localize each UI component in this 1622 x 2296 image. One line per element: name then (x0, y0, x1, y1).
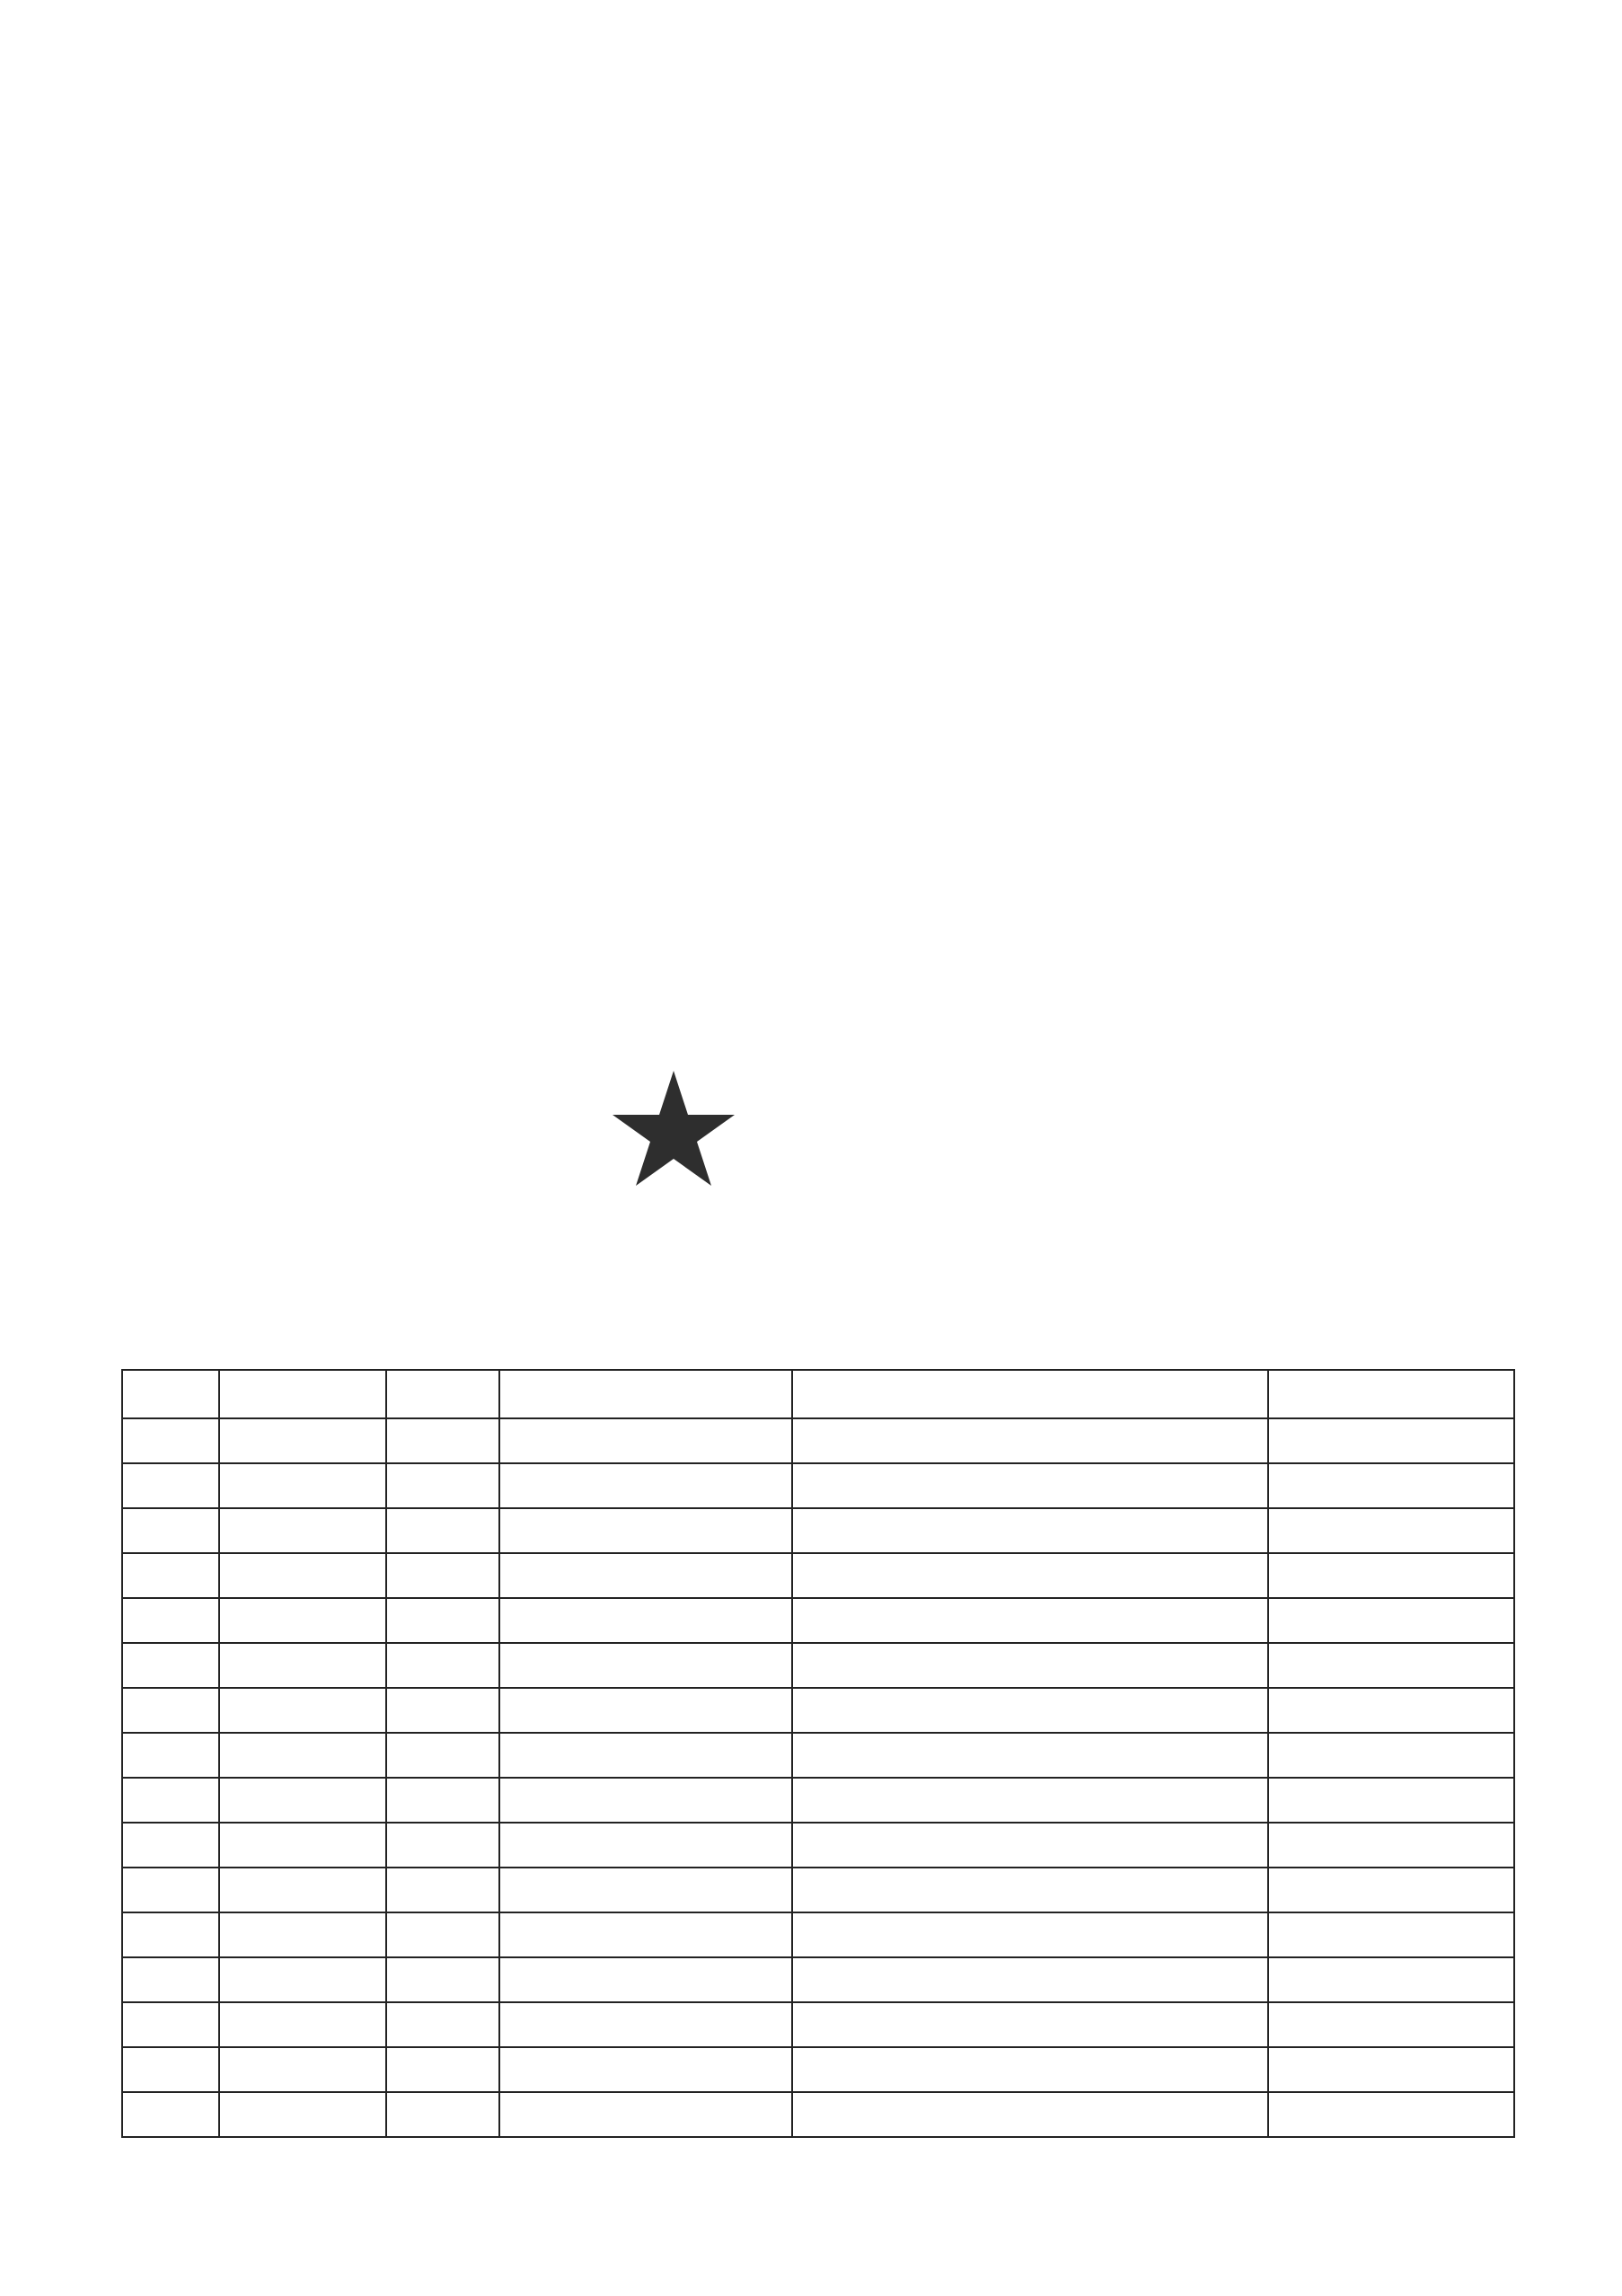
student-class (792, 1643, 1268, 1688)
header-student-id (499, 1370, 792, 1418)
student-gender (386, 1598, 499, 1643)
row-index (122, 2092, 219, 2137)
header-name (219, 1370, 386, 1418)
student-name (219, 1688, 386, 1733)
student-class (792, 1688, 1268, 1733)
award-remark (1268, 1463, 1514, 1508)
row-index (122, 1778, 219, 1823)
student-name (219, 2002, 386, 2047)
student-class (792, 1508, 1268, 1553)
student-class (792, 2002, 1268, 2047)
student-id (499, 1733, 792, 1778)
student-class (792, 1553, 1268, 1598)
table-body (122, 1418, 1514, 2137)
student-name (219, 2092, 386, 2137)
header-remark (1268, 1370, 1514, 1418)
student-class (792, 1912, 1268, 1957)
row-index (122, 1463, 219, 1508)
table-row (122, 2047, 1514, 2092)
row-index (122, 1868, 219, 1912)
student-gender (386, 1463, 499, 1508)
student-class (792, 1598, 1268, 1643)
student-class (792, 1778, 1268, 1823)
student-class (792, 1418, 1268, 1463)
student-id (499, 1418, 792, 1463)
row-index (122, 1598, 219, 1643)
table-row (122, 1733, 1514, 1778)
award-remark (1268, 1688, 1514, 1733)
award-remark (1268, 1418, 1514, 1463)
student-gender (386, 1823, 499, 1868)
student-id (499, 1508, 792, 1553)
award-remark (1268, 1778, 1514, 1823)
student-gender (386, 1688, 499, 1733)
table-row (122, 1957, 1514, 2002)
student-class (792, 1957, 1268, 2002)
student-name (219, 1508, 386, 1553)
award-remark (1268, 2092, 1514, 2137)
table-row (122, 1643, 1514, 1688)
award-remark (1268, 1508, 1514, 1553)
student-id (499, 1643, 792, 1688)
award-remark (1268, 1553, 1514, 1598)
student-id (499, 1778, 792, 1823)
student-name (219, 1553, 386, 1598)
award-remark (1268, 1912, 1514, 1957)
student-gender (386, 2002, 499, 2047)
award-remark (1268, 1957, 1514, 2002)
student-name (219, 1823, 386, 1868)
row-index (122, 1418, 219, 1463)
row-index (122, 1912, 219, 1957)
student-gender (386, 1418, 499, 1463)
awardee-table-container (121, 1369, 1513, 2138)
award-remark (1268, 1598, 1514, 1643)
student-class (792, 1733, 1268, 1778)
table-row (122, 1868, 1514, 1912)
student-name (219, 1912, 386, 1957)
student-gender (386, 1553, 499, 1598)
award-remark (1268, 1733, 1514, 1778)
table-row (122, 2092, 1514, 2137)
student-gender (386, 1912, 499, 1957)
student-gender (386, 1868, 499, 1912)
row-index (122, 1643, 219, 1688)
student-id (499, 1868, 792, 1912)
student-name (219, 1463, 386, 1508)
student-id (499, 1912, 792, 1957)
student-class (792, 1463, 1268, 1508)
table-row (122, 1553, 1514, 1598)
student-name (219, 1598, 386, 1643)
student-gender (386, 2092, 499, 2137)
award-remark (1268, 2002, 1514, 2047)
table-row (122, 1463, 1514, 1508)
student-name (219, 1643, 386, 1688)
table-row (122, 2002, 1514, 2047)
student-id (499, 1823, 792, 1868)
student-class (792, 1823, 1268, 1868)
award-remark (1268, 1643, 1514, 1688)
table-row (122, 1912, 1514, 1957)
student-id (499, 2002, 792, 2047)
award-remark (1268, 1823, 1514, 1868)
student-name (219, 1418, 386, 1463)
student-id (499, 2092, 792, 2137)
table-header-row (122, 1370, 1514, 1418)
student-class (792, 2092, 1268, 2137)
student-id (499, 1688, 792, 1733)
student-id (499, 2047, 792, 2092)
row-index (122, 1733, 219, 1778)
awardee-table (121, 1369, 1515, 2138)
header-index (122, 1370, 219, 1418)
award-remark (1268, 2047, 1514, 2092)
row-index (122, 1823, 219, 1868)
student-name (219, 1733, 386, 1778)
student-gender (386, 1957, 499, 2002)
table-row (122, 1598, 1514, 1643)
seal-star-icon (613, 1071, 735, 1186)
student-class (792, 2047, 1268, 2092)
student-gender (386, 2047, 499, 2092)
table-row (122, 1778, 1514, 1823)
student-id (499, 1553, 792, 1598)
row-index (122, 1553, 219, 1598)
row-index (122, 2002, 219, 2047)
student-name (219, 1778, 386, 1823)
student-name (219, 1868, 386, 1912)
student-gender (386, 1643, 499, 1688)
student-class (792, 1868, 1268, 1912)
student-name (219, 2047, 386, 2092)
table-row (122, 1688, 1514, 1733)
student-id (499, 1957, 792, 2002)
table-row (122, 1508, 1514, 1553)
header-gender (386, 1370, 499, 1418)
row-index (122, 1957, 219, 2002)
award-remark (1268, 1868, 1514, 1912)
table-row (122, 1823, 1514, 1868)
student-id (499, 1598, 792, 1643)
student-gender (386, 1508, 499, 1553)
table-row (122, 1418, 1514, 1463)
student-gender (386, 1778, 499, 1823)
header-class (792, 1370, 1268, 1418)
student-gender (386, 1733, 499, 1778)
row-index (122, 1508, 219, 1553)
student-name (219, 1957, 386, 2002)
row-index (122, 2047, 219, 2092)
row-index (122, 1688, 219, 1733)
student-id (499, 1463, 792, 1508)
official-seal (507, 970, 840, 1303)
